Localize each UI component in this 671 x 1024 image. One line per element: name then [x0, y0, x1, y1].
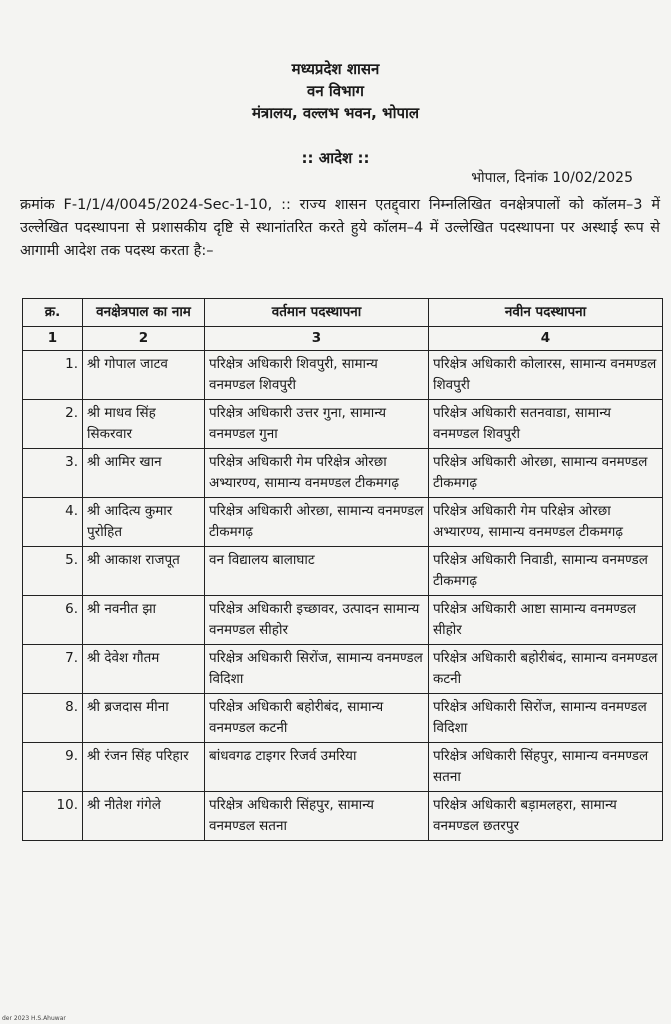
- table-row: [23, 449, 663, 498]
- date-line: भोपाल, दिनांक 10/02/2025: [471, 170, 633, 186]
- column-number-row: [23, 327, 663, 351]
- transfer-table: [22, 298, 663, 841]
- table-row: [23, 743, 663, 792]
- new-posting: परिक्षेत्र अधिकारी बड़ामलहरा, सामान्य वनमण्डल छतरपुर: [429, 792, 663, 841]
- table-row: [23, 400, 663, 449]
- current-posting: परिक्षेत्र अधिकारी उत्तर गुना, सामान्य वनमण्डल गुना: [205, 400, 429, 449]
- new-posting: परिक्षेत्र अधिकारी ओरछा, सामान्य वनमण्डल टीकमगढ़: [429, 449, 663, 498]
- officer-name: श्री आकाश राजपूत: [83, 547, 205, 596]
- row-serial: 5.: [23, 547, 83, 596]
- officer-name: श्री आदित्य कुमार पुरोहित: [83, 498, 205, 547]
- table-row: [23, 547, 663, 596]
- table-row: [23, 792, 663, 841]
- new-posting: परिक्षेत्र अधिकारी गेम परिक्षेत्र ओरछा अभ्यारण्य, सामान्य वनमण्डल टीकमगढ़: [429, 498, 663, 547]
- column-number: 2: [83, 327, 205, 351]
- row-serial: 9.: [23, 743, 83, 792]
- new-posting: परिक्षेत्र अधिकारी सिरोंज, सामान्य वनमण्डल विदिशा: [429, 694, 663, 743]
- table-header-row: [23, 299, 663, 327]
- header-current-posting: वर्तमान पदस्थापना: [205, 299, 429, 327]
- scan-footnote: der 2023 H.S.Ahuwar: [2, 1015, 66, 1022]
- table-row: [23, 694, 663, 743]
- new-posting: परिक्षेत्र अधिकारी बहोरीबंद, सामान्य वनमण्डल कटनी: [429, 645, 663, 694]
- current-posting: वन विद्यालय बालाघाट: [205, 547, 429, 596]
- column-number: 1: [23, 327, 83, 351]
- row-serial: 8.: [23, 694, 83, 743]
- table-row: [23, 351, 663, 400]
- new-posting: परिक्षेत्र अधिकारी सतनवाडा, सामान्य वनमण्डल शिवपुरी: [429, 400, 663, 449]
- current-posting: परिक्षेत्र अधिकारी सिरोंज, सामान्य वनमण्डल विदिशा: [205, 645, 429, 694]
- order-preamble: क्रमांक F-1/1/4/0045/2024-Sec-1-10, :: राज्य शासन एतद्द्वारा निम्नलिखित वनक्षेत्रपालों को कॉलम–3 में उल्लेखित पदस्थापना से प्रशासकीय दृष्टि से स्थानांतरित करते हुये कॉलम–4 में उल्लेखित पदस्थापना पर अस्थाई रूप से आगामी आदेश तक पदस्थ करता है:–: [20, 197, 660, 259]
- officer-name: श्री माधव सिंह सिकरवार: [83, 400, 205, 449]
- current-posting: परिक्षेत्र अधिकारी सिंहपुर, सामान्य वनमण्डल सतना: [205, 792, 429, 841]
- current-posting: परिक्षेत्र अधिकारी गेम परिक्षेत्र ओरछा अभ्यारण्य, सामान्य वनमण्डल टीकमगढ़: [205, 449, 429, 498]
- current-posting: बांधवगढ टाइगर रिजर्व उमरिया: [205, 743, 429, 792]
- row-serial: 4.: [23, 498, 83, 547]
- new-posting: परिक्षेत्र अधिकारी निवाडी, सामान्य वनमण्डल टीकमगढ़: [429, 547, 663, 596]
- header-name: वनक्षेत्रपाल का नाम: [83, 299, 205, 327]
- current-posting: परिक्षेत्र अधिकारी ओरछा, सामान्य वनमण्डल टीकमगढ़: [205, 498, 429, 547]
- officer-name: श्री आमिर खान: [83, 449, 205, 498]
- column-number: 3: [205, 327, 429, 351]
- officer-name: श्री नवनीत झा: [83, 596, 205, 645]
- officer-name: श्री नीतेश गंगेले: [83, 792, 205, 841]
- new-posting: परिक्षेत्र अधिकारी सिंहपुर, सामान्य वनमण्डल सतना: [429, 743, 663, 792]
- ministry-address: मंत्रालय, वल्लभ भवन, भोपाल: [251, 104, 420, 122]
- new-posting: परिक्षेत्र अधिकारी कोलारस, सामान्य वनमण्डल शिवपुरी: [429, 351, 663, 400]
- row-serial: 3.: [23, 449, 83, 498]
- column-number: 4: [429, 327, 663, 351]
- current-posting: परिक्षेत्र अधिकारी इच्छावर, उत्पादन सामान्य वनमण्डल सीहोर: [205, 596, 429, 645]
- header-new-posting: नवीन पदस्थापना: [429, 299, 663, 327]
- row-serial: 1.: [23, 351, 83, 400]
- row-serial: 2.: [23, 400, 83, 449]
- row-serial: 10.: [23, 792, 83, 841]
- officer-name: श्री ब्रजदास मीना: [83, 694, 205, 743]
- table-row: [23, 645, 663, 694]
- order-title: :: आदेश ::: [301, 149, 370, 167]
- table-row: [23, 596, 663, 645]
- officer-name: श्री गोपाल जाटव: [83, 351, 205, 400]
- table-row: [23, 498, 663, 547]
- letterhead: [0, 58, 671, 124]
- government-name: मध्यप्रदेश शासन: [291, 60, 380, 78]
- current-posting: परिक्षेत्र अधिकारी बहोरीबंद, सामान्य वनमण्डल कटनी: [205, 694, 429, 743]
- row-serial: 7.: [23, 645, 83, 694]
- header-serial: क्र.: [23, 299, 83, 327]
- officer-name: श्री देवेश गौतम: [83, 645, 205, 694]
- officer-name: श्री रंजन सिंह परिहार: [83, 743, 205, 792]
- new-posting: परिक्षेत्र अधिकारी आष्टा सामान्य वनमण्डल सीहोर: [429, 596, 663, 645]
- row-serial: 6.: [23, 596, 83, 645]
- department-name: वन विभाग: [307, 82, 364, 100]
- current-posting: परिक्षेत्र अधिकारी शिवपुरी, सामान्य वनमण्डल शिवपुरी: [205, 351, 429, 400]
